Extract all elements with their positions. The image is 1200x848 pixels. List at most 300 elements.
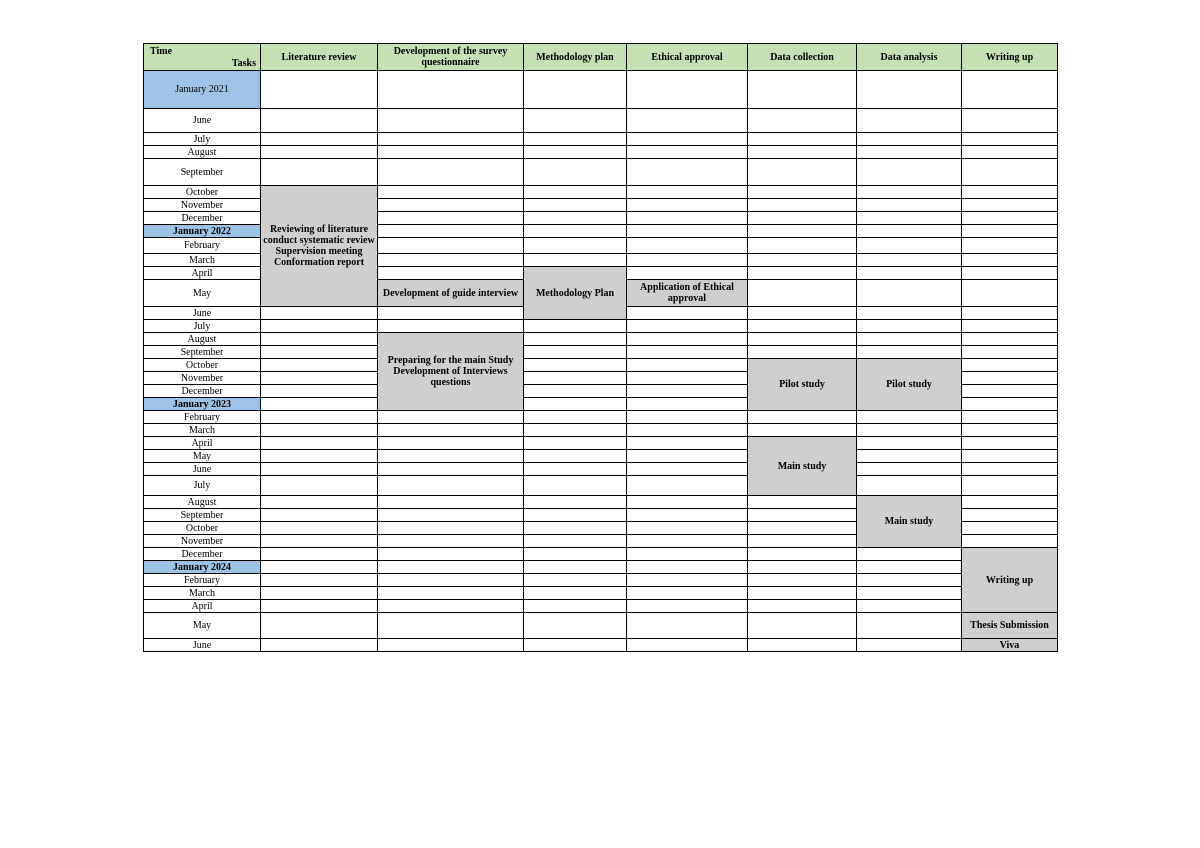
empty-cell — [748, 522, 857, 535]
empty-cell — [524, 71, 627, 109]
task-methodology-plan: Methodology Plan — [524, 267, 627, 320]
table-row — [144, 639, 1058, 652]
empty-cell — [962, 133, 1058, 146]
task-main-study-collection: Main study — [748, 437, 857, 496]
month-label: July — [144, 476, 261, 496]
table-row — [144, 359, 1058, 372]
empty-cell — [857, 437, 962, 450]
table-row — [144, 574, 1058, 587]
empty-cell — [627, 476, 748, 496]
empty-cell — [857, 307, 962, 320]
empty-cell — [378, 267, 524, 280]
empty-cell — [857, 411, 962, 424]
empty-cell — [857, 639, 962, 652]
empty-cell — [378, 613, 524, 639]
month-label: October — [144, 186, 261, 199]
month-label: February — [144, 574, 261, 587]
task-ethical-approval: Application of Ethical approval — [627, 280, 748, 307]
month-label: May — [144, 280, 261, 307]
empty-cell — [962, 307, 1058, 320]
month-label: August — [144, 496, 261, 509]
empty-cell — [261, 159, 378, 186]
empty-cell — [962, 496, 1058, 509]
empty-cell — [748, 561, 857, 574]
empty-cell — [261, 476, 378, 496]
month-label: February — [144, 238, 261, 254]
month-label: July — [144, 133, 261, 146]
empty-cell — [962, 424, 1058, 437]
empty-cell — [378, 509, 524, 522]
empty-cell — [627, 212, 748, 225]
empty-cell — [962, 109, 1058, 133]
empty-cell — [857, 548, 962, 561]
table-row — [144, 346, 1058, 359]
empty-cell — [748, 212, 857, 225]
empty-cell — [962, 372, 1058, 385]
month-label: October — [144, 522, 261, 535]
empty-cell — [261, 346, 378, 359]
corner-cell — [144, 44, 261, 71]
empty-cell — [261, 333, 378, 346]
table-row — [144, 587, 1058, 600]
empty-cell — [627, 186, 748, 199]
empty-cell — [627, 372, 748, 385]
empty-cell — [261, 639, 378, 652]
task-pilot-study-collection: Pilot study — [748, 359, 857, 411]
month-label: March — [144, 424, 261, 437]
empty-cell — [261, 385, 378, 398]
empty-cell — [378, 133, 524, 146]
table-row — [144, 496, 1058, 509]
empty-cell — [378, 639, 524, 652]
month-label: February — [144, 411, 261, 424]
empty-cell — [261, 600, 378, 613]
table-row — [144, 186, 1058, 199]
empty-cell — [261, 463, 378, 476]
month-label: April — [144, 267, 261, 280]
empty-cell — [627, 254, 748, 267]
empty-cell — [524, 385, 627, 398]
empty-cell — [524, 463, 627, 476]
empty-cell — [524, 535, 627, 548]
empty-cell — [748, 333, 857, 346]
table-row — [144, 133, 1058, 146]
empty-cell — [857, 600, 962, 613]
empty-cell — [748, 199, 857, 212]
empty-cell — [748, 346, 857, 359]
empty-cell — [261, 359, 378, 372]
empty-cell — [261, 535, 378, 548]
empty-cell — [627, 463, 748, 476]
month-label: June — [144, 463, 261, 476]
empty-cell — [627, 398, 748, 411]
empty-cell — [627, 109, 748, 133]
empty-cell — [378, 535, 524, 548]
empty-cell — [857, 346, 962, 359]
table-row — [144, 333, 1058, 346]
empty-cell — [627, 411, 748, 424]
column-header-ethical-approval: Ethical approval — [627, 44, 748, 71]
empty-cell — [748, 574, 857, 587]
empty-cell — [857, 613, 962, 639]
empty-cell — [748, 146, 857, 159]
table-row — [144, 411, 1058, 424]
empty-cell — [524, 333, 627, 346]
column-header-literature-review: Literature review — [261, 44, 378, 71]
empty-cell — [524, 186, 627, 199]
empty-cell — [261, 307, 378, 320]
empty-cell — [261, 561, 378, 574]
empty-cell — [378, 424, 524, 437]
month-label: September — [144, 159, 261, 186]
empty-cell — [524, 359, 627, 372]
month-label: April — [144, 437, 261, 450]
empty-cell — [857, 320, 962, 333]
month-label: November — [144, 535, 261, 548]
empty-cell — [524, 212, 627, 225]
empty-cell — [962, 333, 1058, 346]
empty-cell — [524, 613, 627, 639]
empty-cell — [748, 509, 857, 522]
task-literature-review: Reviewing of literature conduct systematic review Supervision meeting Conformation report — [261, 186, 378, 307]
empty-cell — [378, 238, 524, 254]
table-row — [144, 146, 1058, 159]
empty-cell — [627, 71, 748, 109]
empty-cell — [962, 146, 1058, 159]
empty-cell — [261, 437, 378, 450]
task-pilot-study-analysis: Pilot study — [857, 359, 962, 411]
table-row — [144, 561, 1058, 574]
table-row — [144, 424, 1058, 437]
empty-cell — [378, 186, 524, 199]
month-label: January 2022 — [144, 225, 261, 238]
corner-time-label: Time — [150, 46, 173, 57]
empty-cell — [748, 613, 857, 639]
empty-cell — [962, 238, 1058, 254]
empty-cell — [627, 385, 748, 398]
empty-cell — [857, 212, 962, 225]
empty-cell — [857, 574, 962, 587]
empty-cell — [524, 109, 627, 133]
empty-cell — [857, 238, 962, 254]
task-writing-up: Writing up — [962, 548, 1058, 613]
month-label: May — [144, 450, 261, 463]
table-row — [144, 437, 1058, 450]
gantt-chart — [143, 43, 1058, 652]
table-row — [144, 159, 1058, 186]
table-row — [144, 600, 1058, 613]
empty-cell — [261, 548, 378, 561]
month-label: January 2023 — [144, 398, 261, 411]
table-row — [144, 463, 1058, 476]
empty-cell — [524, 398, 627, 411]
empty-cell — [378, 561, 524, 574]
empty-cell — [524, 320, 627, 333]
empty-cell — [261, 587, 378, 600]
month-label: October — [144, 359, 261, 372]
month-label: March — [144, 254, 261, 267]
empty-cell — [748, 424, 857, 437]
empty-cell — [962, 476, 1058, 496]
empty-cell — [627, 267, 748, 280]
empty-cell — [524, 600, 627, 613]
empty-cell — [627, 159, 748, 186]
column-header-survey-questionnaire: Development of the survey questionnaire — [378, 44, 524, 71]
empty-cell — [857, 587, 962, 600]
column-header-data-collection: Data collection — [748, 44, 857, 71]
empty-cell — [962, 267, 1058, 280]
empty-cell — [962, 359, 1058, 372]
empty-cell — [748, 133, 857, 146]
empty-cell — [261, 372, 378, 385]
empty-cell — [524, 346, 627, 359]
empty-cell — [857, 133, 962, 146]
empty-cell — [524, 496, 627, 509]
empty-cell — [378, 476, 524, 496]
empty-cell — [378, 320, 524, 333]
empty-cell — [857, 476, 962, 496]
empty-cell — [524, 548, 627, 561]
empty-cell — [261, 574, 378, 587]
empty-cell — [378, 548, 524, 561]
empty-cell — [378, 146, 524, 159]
empty-cell — [748, 254, 857, 267]
empty-cell — [857, 561, 962, 574]
empty-cell — [524, 372, 627, 385]
empty-cell — [524, 199, 627, 212]
month-label: September — [144, 509, 261, 522]
gantt-table — [143, 43, 1058, 652]
empty-cell — [857, 159, 962, 186]
month-label: May — [144, 613, 261, 639]
empty-cell — [962, 385, 1058, 398]
month-label: June — [144, 639, 261, 652]
month-label: January 2021 — [144, 71, 261, 109]
empty-cell — [962, 159, 1058, 186]
empty-cell — [857, 186, 962, 199]
empty-cell — [962, 522, 1058, 535]
empty-cell — [378, 254, 524, 267]
empty-cell — [857, 450, 962, 463]
empty-cell — [261, 398, 378, 411]
empty-cell — [748, 109, 857, 133]
task-thesis-submission: Thesis Submission — [962, 613, 1058, 639]
empty-cell — [962, 463, 1058, 476]
empty-cell — [962, 509, 1058, 522]
empty-cell — [378, 587, 524, 600]
empty-cell — [524, 133, 627, 146]
month-label: December — [144, 212, 261, 225]
empty-cell — [627, 600, 748, 613]
empty-cell — [378, 109, 524, 133]
empty-cell — [524, 424, 627, 437]
empty-cell — [627, 346, 748, 359]
empty-cell — [524, 238, 627, 254]
table-row — [144, 548, 1058, 561]
empty-cell — [524, 159, 627, 186]
empty-cell — [748, 548, 857, 561]
empty-cell — [857, 225, 962, 238]
empty-cell — [627, 225, 748, 238]
empty-cell — [962, 450, 1058, 463]
empty-cell — [962, 199, 1058, 212]
empty-cell — [627, 496, 748, 509]
empty-cell — [378, 411, 524, 424]
empty-cell — [627, 307, 748, 320]
empty-cell — [748, 238, 857, 254]
empty-cell — [524, 574, 627, 587]
empty-cell — [857, 109, 962, 133]
empty-cell — [261, 109, 378, 133]
empty-cell — [962, 320, 1058, 333]
empty-cell — [627, 535, 748, 548]
month-label: April — [144, 600, 261, 613]
empty-cell — [524, 476, 627, 496]
empty-cell — [378, 159, 524, 186]
empty-cell — [627, 574, 748, 587]
empty-cell — [962, 280, 1058, 307]
empty-cell — [524, 587, 627, 600]
empty-cell — [627, 561, 748, 574]
empty-cell — [378, 600, 524, 613]
empty-cell — [748, 411, 857, 424]
column-header-methodology-plan: Methodology plan — [524, 44, 627, 71]
table-row — [144, 320, 1058, 333]
month-label: September — [144, 346, 261, 359]
empty-cell — [261, 509, 378, 522]
empty-cell — [378, 307, 524, 320]
month-label: December — [144, 548, 261, 561]
empty-cell — [962, 254, 1058, 267]
empty-cell — [627, 548, 748, 561]
empty-cell — [524, 437, 627, 450]
empty-cell — [857, 280, 962, 307]
empty-cell — [627, 450, 748, 463]
month-label: January 2024 — [144, 561, 261, 574]
empty-cell — [261, 71, 378, 109]
empty-cell — [261, 522, 378, 535]
month-label: December — [144, 385, 261, 398]
empty-cell — [261, 450, 378, 463]
empty-cell — [627, 613, 748, 639]
empty-cell — [857, 267, 962, 280]
empty-cell — [378, 71, 524, 109]
empty-cell — [748, 280, 857, 307]
empty-cell — [627, 333, 748, 346]
empty-cell — [857, 146, 962, 159]
empty-cell — [524, 225, 627, 238]
empty-cell — [857, 333, 962, 346]
task-viva: Viva — [962, 639, 1058, 652]
empty-cell — [962, 71, 1058, 109]
empty-cell — [261, 411, 378, 424]
empty-cell — [627, 587, 748, 600]
empty-cell — [748, 587, 857, 600]
month-label: August — [144, 333, 261, 346]
empty-cell — [524, 254, 627, 267]
empty-cell — [748, 535, 857, 548]
empty-cell — [627, 320, 748, 333]
empty-cell — [748, 496, 857, 509]
empty-cell — [748, 71, 857, 109]
empty-cell — [857, 199, 962, 212]
empty-cell — [627, 199, 748, 212]
empty-cell — [748, 186, 857, 199]
table-row — [144, 476, 1058, 496]
task-main-study-preparation: Preparing for the main Study Development of Interviews questions — [378, 333, 524, 411]
empty-cell — [627, 509, 748, 522]
empty-cell — [857, 71, 962, 109]
empty-cell — [524, 146, 627, 159]
empty-cell — [261, 424, 378, 437]
empty-cell — [627, 522, 748, 535]
corner-tasks-label: Tasks — [231, 58, 256, 69]
empty-cell — [962, 398, 1058, 411]
empty-cell — [748, 267, 857, 280]
table-row — [144, 613, 1058, 639]
empty-cell — [748, 639, 857, 652]
empty-cell — [378, 522, 524, 535]
empty-cell — [261, 133, 378, 146]
empty-cell — [962, 212, 1058, 225]
empty-cell — [962, 186, 1058, 199]
empty-cell — [378, 199, 524, 212]
empty-cell — [524, 639, 627, 652]
empty-cell — [627, 133, 748, 146]
month-label: August — [144, 146, 261, 159]
empty-cell — [627, 238, 748, 254]
table-row — [144, 450, 1058, 463]
empty-cell — [627, 424, 748, 437]
empty-cell — [962, 225, 1058, 238]
empty-cell — [378, 212, 524, 225]
empty-cell — [748, 600, 857, 613]
empty-cell — [261, 496, 378, 509]
empty-cell — [378, 450, 524, 463]
empty-cell — [261, 146, 378, 159]
empty-cell — [748, 307, 857, 320]
empty-cell — [261, 613, 378, 639]
task-main-study-analysis: Main study — [857, 496, 962, 548]
empty-cell — [857, 463, 962, 476]
month-label: November — [144, 372, 261, 385]
empty-cell — [378, 437, 524, 450]
empty-cell — [962, 535, 1058, 548]
empty-cell — [524, 411, 627, 424]
task-guide-interview: Development of guide interview — [378, 280, 524, 307]
empty-cell — [524, 522, 627, 535]
empty-cell — [524, 509, 627, 522]
month-label: June — [144, 307, 261, 320]
month-label: June — [144, 109, 261, 133]
empty-cell — [524, 561, 627, 574]
empty-cell — [261, 320, 378, 333]
header-row — [144, 44, 1058, 71]
empty-cell — [378, 463, 524, 476]
empty-cell — [627, 639, 748, 652]
empty-cell — [748, 225, 857, 238]
month-label: July — [144, 320, 261, 333]
empty-cell — [748, 159, 857, 186]
empty-cell — [962, 437, 1058, 450]
empty-cell — [857, 254, 962, 267]
column-header-data-analysis: Data analysis — [857, 44, 962, 71]
empty-cell — [627, 359, 748, 372]
month-label: November — [144, 199, 261, 212]
empty-cell — [627, 146, 748, 159]
empty-cell — [962, 411, 1058, 424]
table-row — [144, 71, 1058, 109]
